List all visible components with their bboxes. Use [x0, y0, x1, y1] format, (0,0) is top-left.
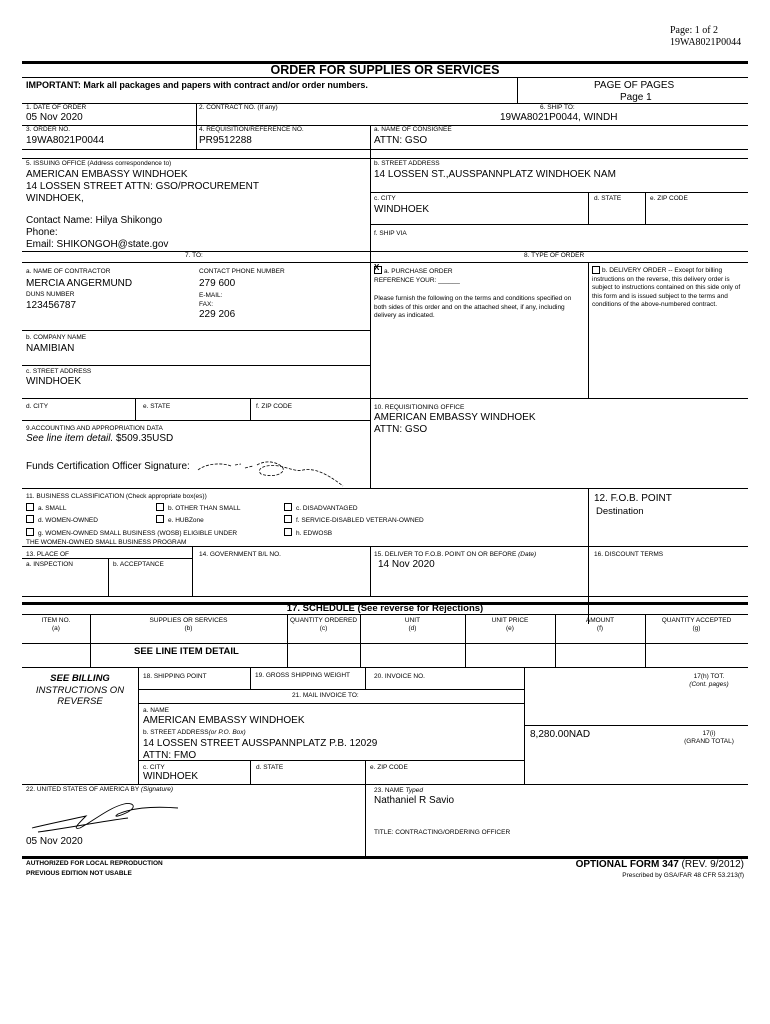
- hubzone-label: e. HUBZone: [168, 517, 204, 524]
- contractor-name-value: MERCIA ANGERMUND: [26, 278, 133, 289]
- issuing-office-line3: WINDHOEK,: [26, 193, 84, 204]
- rule: [645, 192, 646, 224]
- billing-instructions: SEE BILLING INSTRUCTIONS ON REVERSE: [35, 673, 125, 707]
- footer-previous-edition: PREVIOUS EDITION NOT USABLE: [26, 870, 132, 877]
- disadvantaged-checkbox[interactable]: [284, 503, 292, 511]
- invoice-state-label: d. STATE: [256, 764, 284, 771]
- important-notice: IMPORTANT: Mark all packages and papers with contract and/or order numbers.: [26, 80, 368, 90]
- document-number: 19WA8021P0044: [670, 37, 742, 48]
- rule: [370, 546, 371, 596]
- duns-value: 123456787: [26, 300, 77, 311]
- col-quantity-accepted: QUANTITY ACCEPTED (g): [661, 617, 732, 632]
- invoice-name-value: AMERICAN EMBASSY WINDHOEK: [143, 715, 305, 726]
- page-number: Page: 1 of 2: [670, 25, 719, 36]
- date-of-order-label: 1. DATE OF ORDER: [26, 104, 87, 111]
- rule: [365, 760, 366, 784]
- rule: [22, 103, 748, 104]
- rule: [370, 192, 748, 193]
- col-unit-price: UNIT PRICE (e): [491, 617, 529, 632]
- name-typed-label: 23. NAME Typed: [374, 787, 424, 794]
- rule: [22, 643, 748, 644]
- place-of-label: 13. PLACE OF: [26, 551, 69, 558]
- signature-label: 22. UNITED STATES OF AMERICA BY (Signature): [26, 786, 174, 793]
- signature-date: 05 Nov 2020: [26, 836, 83, 847]
- edwosb-checkbox[interactable]: [284, 528, 292, 536]
- col-supplies: SUPPLIES OR SERVICES (b): [149, 617, 228, 632]
- col-amount: AMOUNT (f): [585, 617, 615, 632]
- rule: [196, 103, 197, 149]
- accounting-data-note: See line item detail.: [26, 433, 114, 444]
- invoice-no-label: 20. INVOICE NO.: [374, 673, 425, 680]
- fob-point-value: Destination: [596, 506, 644, 517]
- rule: [365, 667, 366, 689]
- wosb-program-label: THE WOMEN-OWNED SMALL BUSINESS PROGRAM: [26, 539, 187, 546]
- col-quantity-ordered: QUANTITY ORDERED (c): [289, 617, 358, 632]
- rule: [365, 784, 366, 856]
- wosb-label: g. WOMEN-OWNED SMALL BUSINESS (WOSB) ELIGIBLE UNDER: [38, 530, 238, 537]
- rule: [517, 77, 518, 103]
- rule: [588, 192, 589, 224]
- rule: [108, 558, 109, 596]
- purchase-order-label: a. PURCHASE ORDER: [384, 268, 453, 275]
- fax-label: FAX:: [199, 301, 214, 308]
- officer-signature-image: [28, 798, 188, 838]
- funds-signature-label: Funds Certification Officer Signature:: [26, 461, 190, 472]
- footer-form-name: OPTIONAL FORM 347 (REV. 9/2012): [575, 859, 744, 870]
- company-name-value: NAMIBIAN: [26, 343, 75, 354]
- ship-via-label: f. SHIP VIA: [374, 230, 407, 237]
- officer-name: Nathaniel R Savio: [374, 795, 455, 806]
- rule: [370, 224, 748, 225]
- women-owned-label: d. WOMEN-OWNED: [38, 517, 98, 524]
- footer-reproduction: AUTHORIZED FOR LOCAL REPRODUCTION: [26, 860, 163, 867]
- contractor-zip-label: f. ZIP CODE: [256, 403, 292, 410]
- small-label: a. SMALL: [38, 505, 67, 512]
- service-disabled-checkbox[interactable]: [284, 515, 292, 523]
- email-label: E-MAIL:: [199, 292, 223, 299]
- contractor-city-label: d. CITY: [26, 403, 49, 410]
- total-cont-pages-label: 17(h) TOT. (Cont. pages): [689, 673, 729, 688]
- accounting-data-label: 9.ACCOUNTING AND APPROPRIATION DATA: [26, 425, 163, 432]
- rule: [250, 667, 251, 689]
- rule: [22, 149, 748, 150]
- grand-total-label: 17(i) (GRAND TOTAL): [684, 730, 734, 745]
- inspection-label: a. INSPECTION: [26, 561, 73, 568]
- company-name-label: b. COMPANY NAME: [26, 334, 87, 341]
- contractor-state-label: e. STATE: [143, 403, 171, 410]
- consignee-value: ATTN: GSO: [374, 135, 428, 146]
- rule: [138, 703, 524, 704]
- ship-city-label: c. CITY: [374, 195, 396, 202]
- other-than-small-checkbox[interactable]: [156, 503, 164, 511]
- issuing-office-line2: 14 LOSSEN STREET ATTN: GSO/PROCUREMENT: [26, 181, 260, 192]
- contact-phone: Phone:: [26, 227, 58, 238]
- disadvantaged-label: c. DISADVANTAGED: [296, 505, 358, 512]
- col-unit: UNIT (d): [404, 617, 421, 632]
- rule: [22, 262, 748, 263]
- rule: [22, 596, 748, 597]
- invoice-zip-label: e. ZIP CODE: [370, 764, 408, 771]
- contact-phone-label: CONTACT PHONE NUMBER: [199, 268, 285, 275]
- invoice-street-value1: 14 LOSSEN STREET AUSSPANNPLATZ P.B. 12029: [143, 738, 378, 749]
- mail-invoice-label: 21. MAIL INVOICE TO:: [292, 692, 359, 699]
- date-of-order-value: 05 Nov 2020: [26, 112, 83, 123]
- deliver-by-value: 14 Nov 2020: [378, 559, 435, 570]
- ship-state-label: d. STATE: [594, 195, 622, 202]
- fax-value: 229 206: [199, 309, 236, 320]
- rule: [22, 398, 748, 399]
- rule: [250, 398, 251, 420]
- deliver-by-label: 15. DELIVER TO F.O.B. POINT ON OR BEFORE (Date): [374, 551, 537, 558]
- rule: [370, 251, 371, 488]
- ship-city-value: WINDHOEK: [374, 204, 429, 215]
- ship-street-value: 14 LOSSEN ST.,AUSSPANNPLATZ WINDHOEK NAM: [374, 169, 616, 180]
- discount-terms-label: 16. DISCOUNT TERMS: [594, 551, 664, 558]
- hubzone-checkbox[interactable]: [156, 515, 164, 523]
- rule: [250, 760, 251, 784]
- shipping-point-label: 18. SHIPPING POINT: [143, 673, 207, 680]
- requisitioning-office-line2: ATTN: GSO: [374, 424, 428, 435]
- rule: [135, 398, 136, 420]
- rule: [22, 420, 370, 421]
- rule: [192, 546, 193, 596]
- officer-title: TITLE: CONTRACTING/ORDERING OFFICER: [374, 829, 511, 836]
- purchase-order-terms: Please furnish the following on the terms and conditions specified on both sides of this order and on the attached sheet, if any, including delivery as indicated.: [374, 295, 572, 319]
- page-of-pages-value: Page 1: [620, 92, 652, 103]
- duns-label: DUNS NUMBER: [26, 291, 75, 298]
- footer-prescribed-by: Prescribed by GSA/FAR 48 CFR 53.213(f): [622, 872, 744, 879]
- invoice-name-label: a. NAME: [143, 707, 170, 714]
- rule: [22, 667, 748, 668]
- rule: [588, 262, 589, 398]
- edwosb-label: h. EDWOSB: [296, 530, 333, 537]
- service-disabled-label: f. SERVICE-DISABLED VETERAN-OWNED: [296, 517, 424, 524]
- type-of-order-label: 8. TYPE OF ORDER: [524, 252, 585, 259]
- contractor-street-label: c. STREET ADDRESS: [26, 368, 92, 375]
- contractor-street-value: WINDHOEK: [26, 376, 81, 387]
- rule: [22, 158, 748, 159]
- schedule-row-text: SEE LINE ITEM DETAIL: [134, 646, 239, 657]
- issuing-office-line1: AMERICAN EMBASSY WINDHOEK: [26, 169, 188, 180]
- to-label: 7. TO:: [185, 252, 203, 259]
- delivery-order-terms: b. DELIVERY ORDER -- Except for billing instructions on the reverse, this delivery order is subject to instructions contained on this side only of this form and is issued subject to the terms and conditions of the above-numbered contract.: [592, 267, 741, 308]
- requisition-no-label: 4. REQUISITION/REFERENCE NO.: [199, 126, 304, 133]
- rule: [22, 784, 748, 785]
- contact-email: Email: SHIKONGOH@state.gov: [26, 239, 169, 250]
- requisition-no-value: PR9512288: [199, 135, 252, 146]
- ship-street-label: b. STREET ADDRESS: [374, 160, 440, 167]
- requisitioning-office-label: 10. REQUISITIONING OFFICE: [374, 404, 465, 411]
- rule: [22, 488, 748, 489]
- grand-total-value: 8,280.00NAD: [530, 729, 591, 740]
- contract-no-label: 2. CONTRACT NO. (If any): [199, 104, 278, 111]
- issuing-office-label: 5. ISSUING OFFICE (Address correspondence to): [26, 160, 172, 167]
- fob-point-label: 12. F.O.B. POINT: [594, 493, 672, 504]
- reference-your-label: REFERENCE YOUR: ______: [374, 277, 460, 284]
- invoice-street-value2: ATTN: FMO: [143, 750, 197, 761]
- contact-name: Contact Name: Hilya Shikongo: [26, 215, 163, 226]
- rule: [22, 614, 748, 615]
- schedule-title: 17. SCHEDULE (See reverse for Rejections): [286, 603, 484, 614]
- funds-signature-image: [193, 456, 353, 490]
- rule: [22, 330, 370, 331]
- business-classification-label: 11. BUSINESS CLASSIFICATION (Check appropriate box(es)): [26, 493, 207, 500]
- contractor-name-label: a. NAME OF CONTRACTOR: [26, 268, 111, 275]
- consignee-label: a. NAME OF CONSIGNEE: [374, 126, 452, 133]
- purchase-order-check-mark: X: [374, 263, 380, 272]
- ship-to-label: 6. SHIP TO:: [540, 104, 575, 111]
- order-no-value: 19WA8021P0044: [26, 135, 105, 146]
- rule: [22, 251, 748, 252]
- gross-weight-label: 19. GROSS SHIPPING WEIGHT: [255, 672, 350, 679]
- ship-to-value: 19WA8021P0044, WINDH: [500, 112, 618, 123]
- acceptance-label: b. ACCEPTANCE: [113, 561, 164, 568]
- order-no-label: 3. ORDER NO.: [26, 126, 71, 133]
- col-item-no: ITEM NO. (a): [41, 617, 71, 632]
- wosb-checkbox[interactable]: [26, 528, 34, 536]
- invoice-city-label: c. CITY: [143, 764, 165, 771]
- small-checkbox[interactable]: [26, 503, 34, 511]
- accounting-data-amount: $509.35USD: [116, 433, 174, 444]
- other-than-small-label: b. OTHER THAN SMALL: [168, 505, 241, 512]
- rule: [370, 125, 371, 251]
- rule: [22, 365, 370, 366]
- rule: [22, 77, 748, 78]
- invoice-city-value: WINDHOEK: [143, 771, 198, 782]
- rule: [524, 725, 748, 726]
- women-owned-checkbox[interactable]: [26, 515, 34, 523]
- government-bl-label: 14. GOVERNMENT B/L NO.: [199, 551, 281, 558]
- ship-zip-label: e. ZIP CODE: [650, 195, 688, 202]
- rule: [138, 667, 139, 784]
- invoice-street-label: b. STREET ADDRESS(or P.O. Box): [143, 729, 246, 736]
- form-title: ORDER FOR SUPPLIES OR SERVICES: [270, 63, 500, 77]
- requisitioning-office-line1: AMERICAN EMBASSY WINDHOEK: [374, 412, 536, 423]
- contact-phone-value: 279 600: [199, 278, 236, 289]
- rule: [138, 689, 524, 690]
- page-of-pages-label: PAGE OF PAGES: [594, 80, 675, 91]
